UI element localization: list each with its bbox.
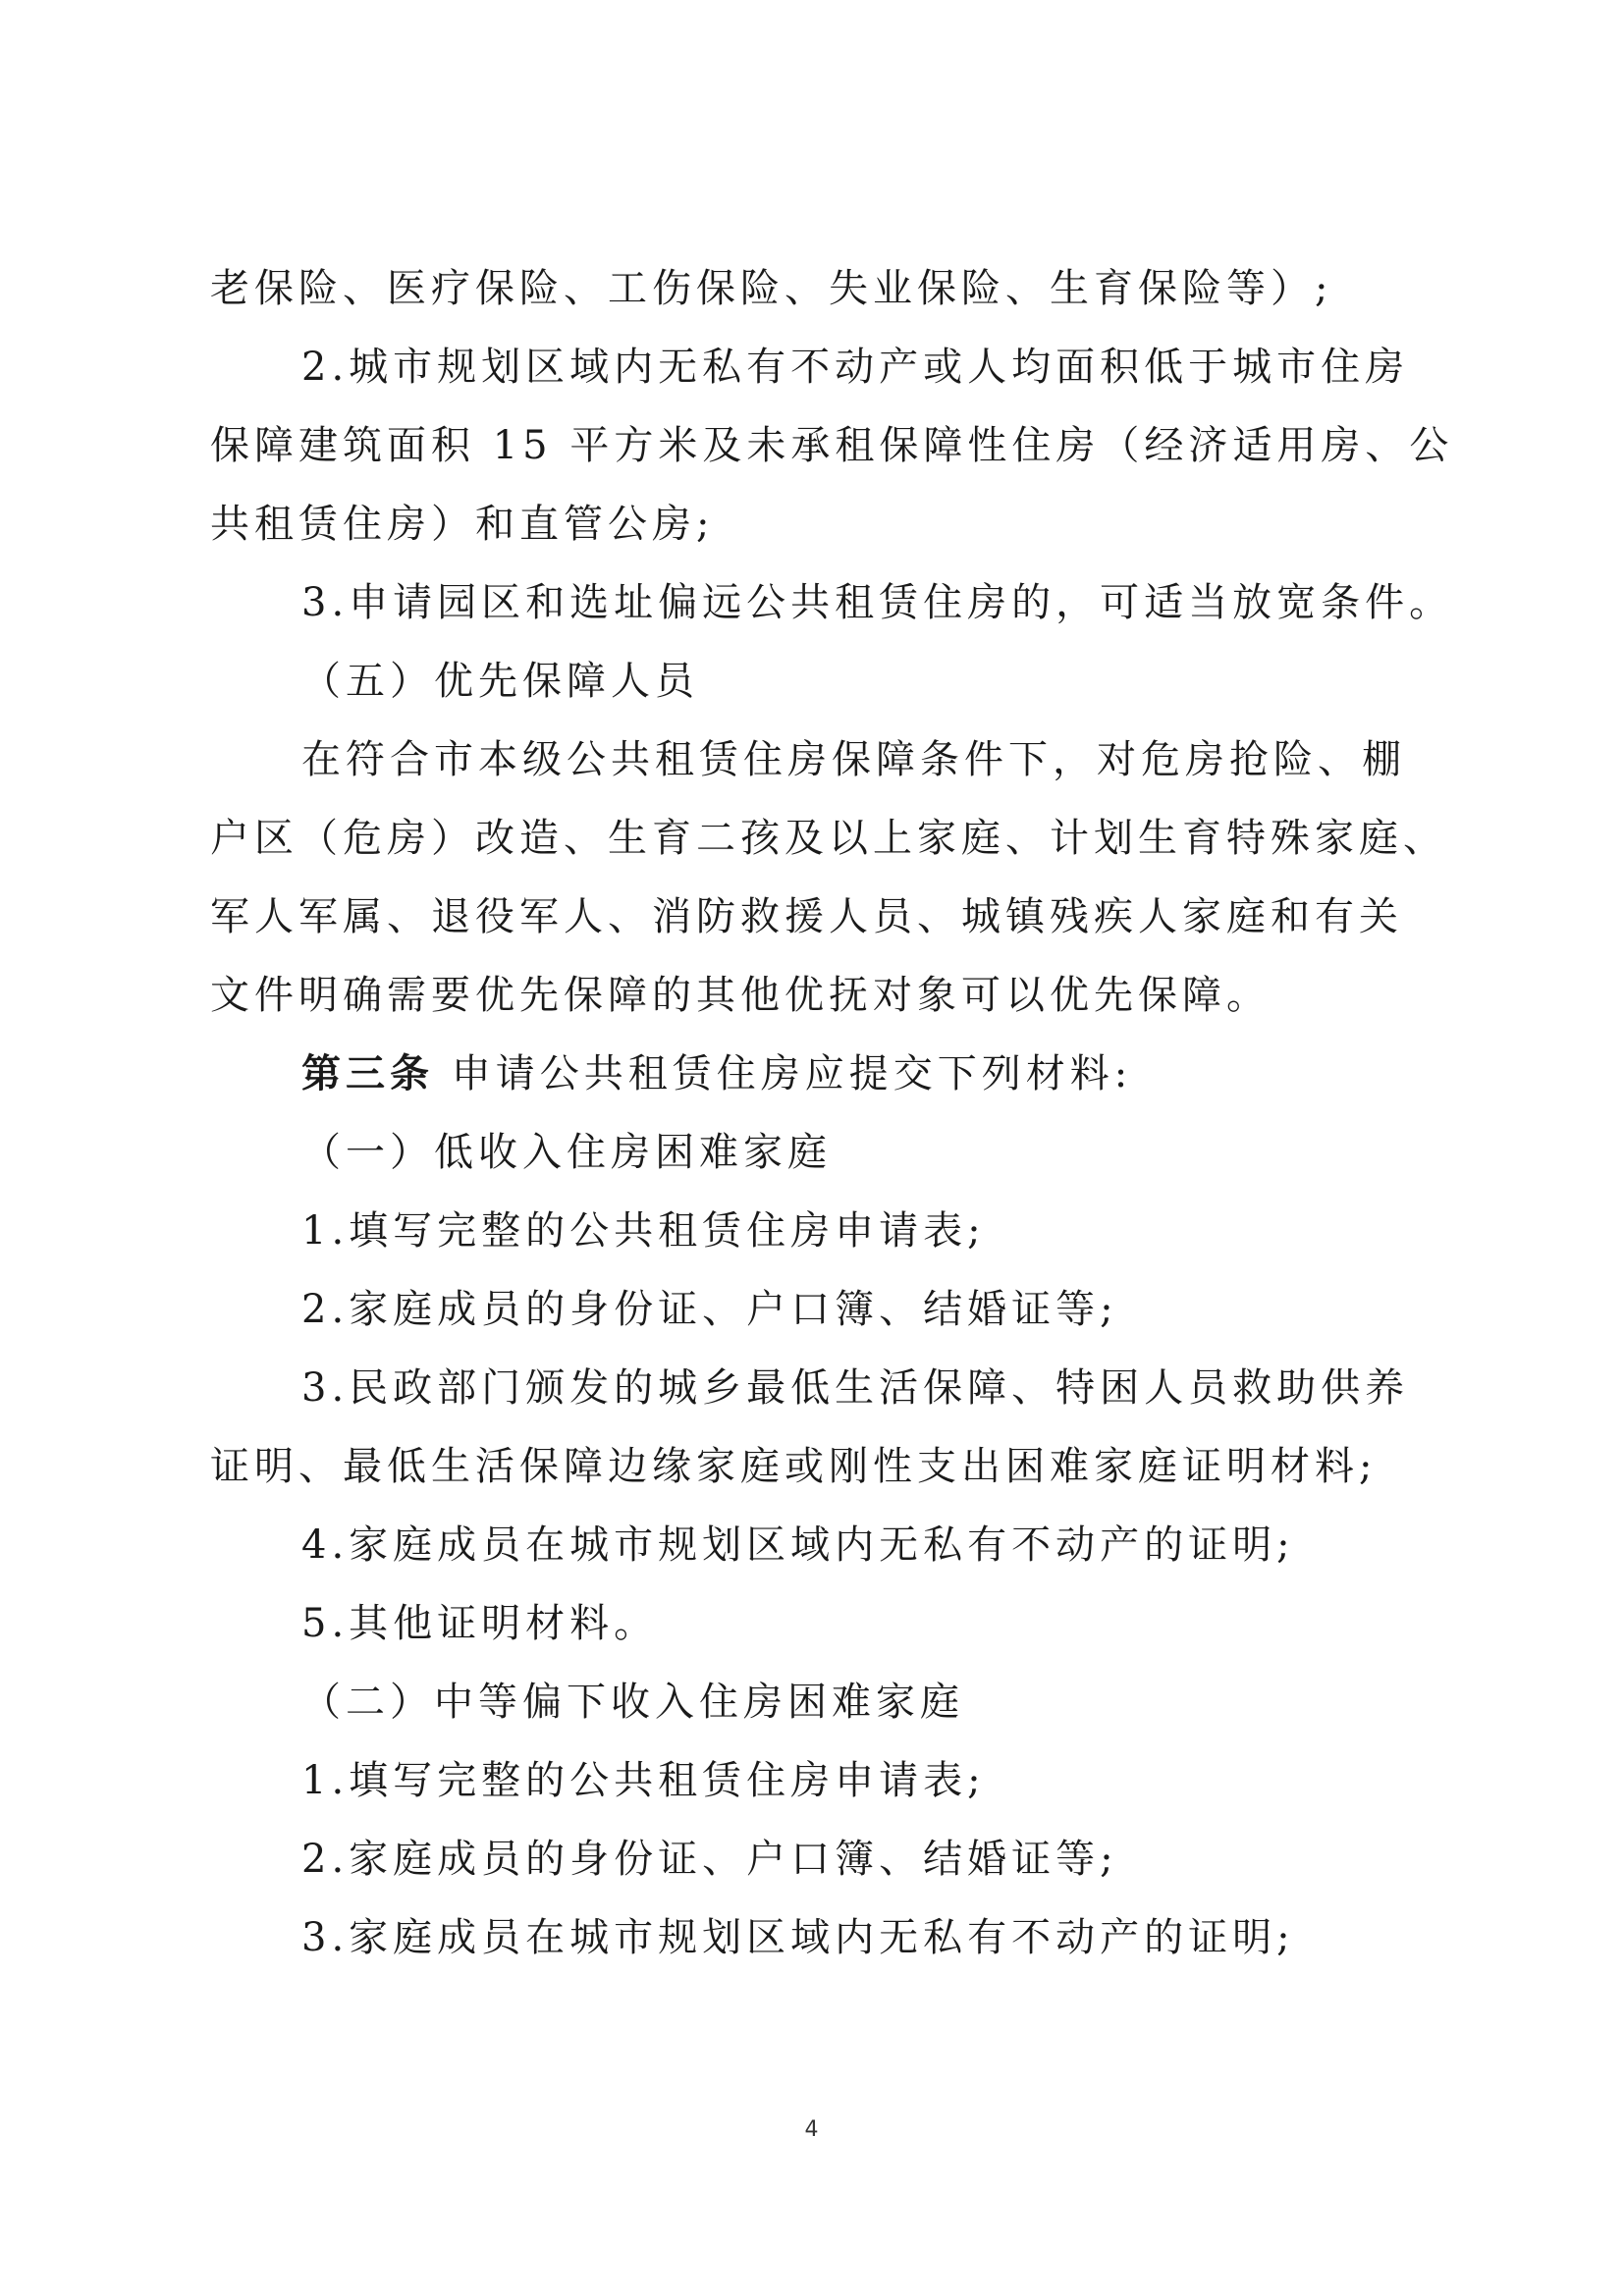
section-heading: （五）优先保障人员 [301,659,699,704]
text-line: 户区（危房）改造、生育二孩及以上家庭、计划生育特殊家庭、 [210,816,1447,861]
text-line: 2.城市规划区域内无私有不动产或人均面积低于城市住房 [301,345,1410,390]
text-line: 3.申请园区和选址偏远公共租赁住房的，可适当放宽条件。 [301,580,1454,625]
article-line [301,1046,1421,1101]
article-text: 申请公共租赁住房应提交下列材料: [451,1051,1133,1096]
article-label: 第三条 [301,1050,434,1096]
text-line: 2.家庭成员的身份证、户口簿、结婚证等; [301,1837,1118,1882]
text-line: 共租赁住房）和直管公房; [210,502,715,547]
text-line: 3.家庭成员在城市规划区域内无私有不动产的证明; [301,1915,1295,1960]
text-line: 5.其他证明材料。 [301,1601,659,1646]
text-line: 军人军属、退役军人、消防救援人员、城镇残疾人家庭和有关 [210,894,1403,939]
text-line: 4.家庭成员在城市规划区域内无私有不动产的证明; [301,1522,1295,1568]
text-line: 老保险、医疗保险、工伤保险、失业保险、生育保险等）; [210,266,1333,311]
text-line: 3.民政部门颁发的城乡最低生活保障、特困人员救助供养 [301,1365,1410,1411]
text-line: 文件明确需要优先保障的其他优抚对象可以优先保障。 [210,973,1271,1018]
text-line: 1.填写完整的公共租赁住房申请表; [301,1758,986,1803]
page-number: 4 [804,2117,819,2142]
section-heading: （二）中等偏下收入住房困难家庭 [301,1680,964,1725]
text-line: 保障建筑面积 15 平方米及未承租保障性住房（经济适用房、公 [210,423,1454,468]
section-heading: （一）低收入住房困难家庭 [301,1130,832,1175]
text-line: 在符合市本级公共租赁住房保障条件下，对危房抢险、棚 [301,737,1406,782]
text-line: 1.填写完整的公共租赁住房申请表; [301,1208,986,1254]
text-line: 2.家庭成员的身份证、户口簿、结婚证等; [301,1287,1118,1332]
text-line: 证明、最低生活保障边缘家庭或刚性支出困难家庭证明材料; [210,1444,1378,1489]
